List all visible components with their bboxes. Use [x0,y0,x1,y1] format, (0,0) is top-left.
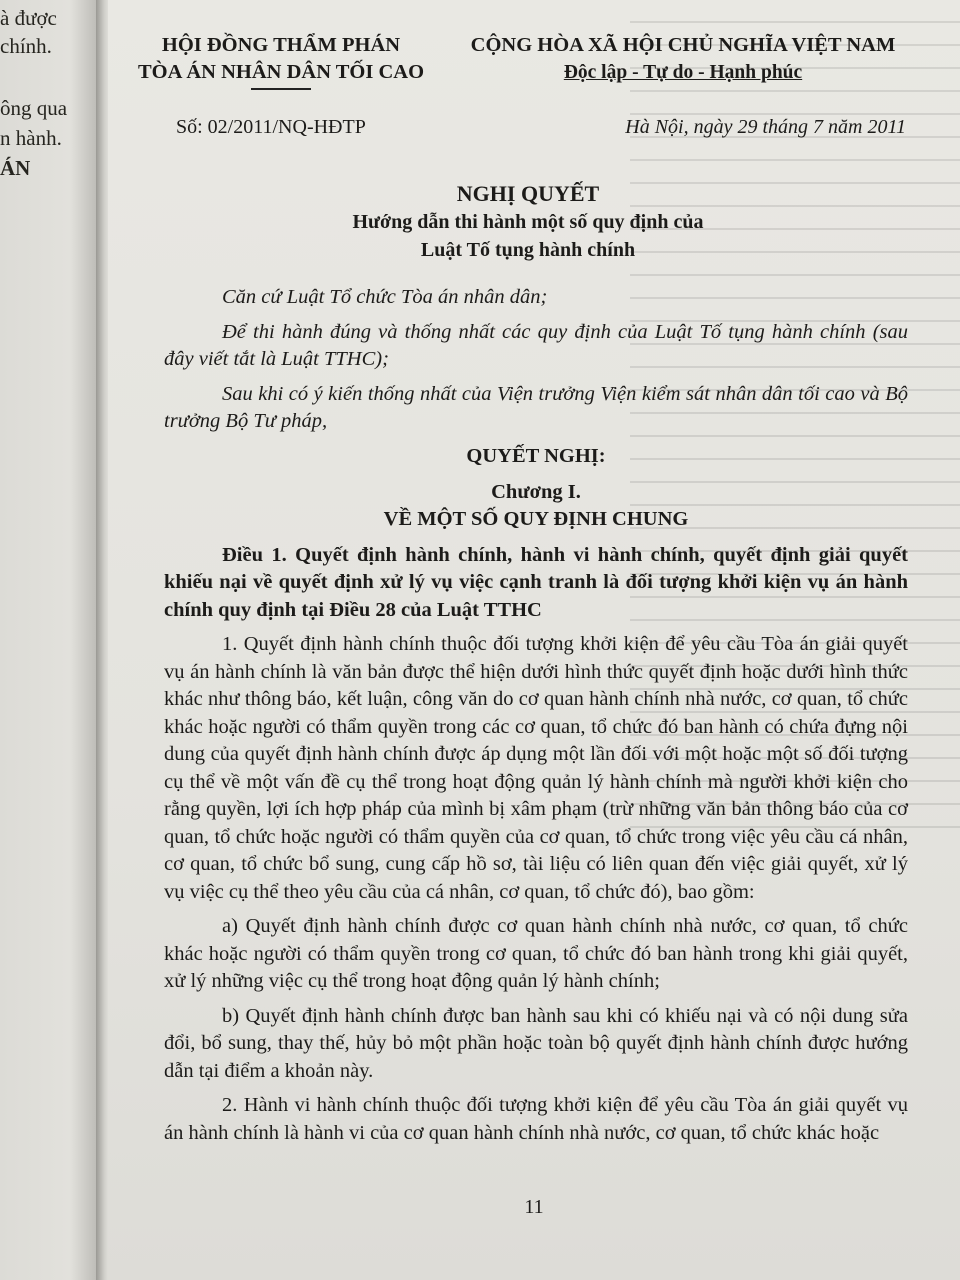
national-motto: Độc lập - Tự do - Hạnh phúc [563,62,803,83]
document-page [108,0,960,1280]
document-body [164,284,908,1147]
chapter-title: VỀ MỘT SỐ QUY ĐỊNH CHUNG [383,507,689,530]
previous-page-line: ÁN [0,156,31,180]
document-number: Số: 02/2011/NQ-HĐTP [176,116,366,138]
country-name: CỘNG HÒA XÃ HỘI CHỦ NGHĨA VIỆT NAM [470,34,896,56]
article-1-clause-2: 2. Hành vi hành chính thuộc đối tượng khởi kiện để yêu cầu Tòa án giải quyết vụ án hành chính là hành vi của cơ quan hành chính nhà nước, cơ quan, tổ chức khác hoặc [164,1094,908,1144]
court-line-1: HỘI ĐỒNG THẨM PHÁN [161,34,401,56]
previous-page-line: à được [0,6,57,30]
resolves-heading: QUYẾT NGHỊ: [466,444,606,467]
chapter-number: Chương I. [491,480,581,503]
preamble-basis-1: Căn cứ Luật Tổ chức Tòa án nhân dân; [222,286,548,308]
article-1-point-b: b) Quyết định hành chính được ban hành sau khi có khiếu nại và có nội dung sửa đổi, bổ sung, thay thế, hủy bỏ một phần hoặc toàn bộ quyết định hành chính được hướng dẫn tại điểm a khoản này. [164,1004,908,1082]
document-subject-line-1: Hướng dẫn thi hành một số quy định của [352,211,704,233]
article-1-heading: Điều 1. Quyết định hành chính, hành vi hành chính, quyết định giải quyết khiếu nại về quyết định xử lý vụ việc cạnh tranh là đối tượng khởi kiện vụ án hành chính quy định tại Điều 28 của Luật TTHC [164,543,908,621]
document-subject-line-2: Luật Tố tụng hành chính [420,239,636,261]
page-number: 11 [524,1196,544,1218]
article-1-point-a: a) Quyết định hành chính được cơ quan hành chính nhà nước, cơ quan, tổ chức khác hoặc người có thẩm quyền trong cơ quan, tổ chức đó ban hành trong khi giải quyết, xử lý những việc cụ thể trong hoạt động quản lý hành chính; [164,915,908,992]
issue-date: Hà Nội, ngày 29 tháng 7 năm 2011 [625,116,906,138]
previous-page-line: ông qua [0,96,68,120]
preamble-basis-3: Sau khi có ý kiến thống nhất của Viện trưởng Viện kiểm sát nhân dân tối cao và Bộ trưởng Bộ Tư pháp, [164,382,908,432]
national-title [448,32,918,86]
previous-page-line: chính. [0,34,52,58]
document-type: NGHỊ QUYẾT [456,181,600,206]
court-line-2: TÒA ÁN NHÂN DÂN TỐI CAO [137,61,425,83]
preamble-basis-2: Để thi hành đúng và thống nhất các quy định của Luật Tố tụng hành chính (sau đây viết tắt là Luật TTHC); [164,320,908,370]
article-1-clause-1: 1. Quyết định hành chính thuộc đối tượng khởi kiện để yêu cầu Tòa án giải quyết vụ án hành chính là văn bản được thể hiện dưới hình thức quyết định hoặc dưới hình thức khác như thông báo, kết luận, công văn do cơ quan hành chính nhà nước, cơ quan, tổ chức khác hoặc người có thẩm quyền trong các cơ quan, tổ chức đó ban hành có chứa đựng nội dung của quyết định hành chính được áp dụng một lần đối với một hoặc một số đối tượng cụ thể về một vấn đề cụ thể trong hoạt động quản lý hành chính mà người khởi kiện cho rằng quyền, lợi ích hợp pháp của mình bị xâm phạm (trừ những văn bản thông báo của cơ quan, tổ chức hoặc người có thẩm quyền của cơ quan, tổ chức trong việc yêu cầu cá nhân, cơ quan, tổ chức bổ sung, cung cấp hồ sơ, tài liệu có liên quan đến việc giải quyết, xử lý vụ việc cụ thể theo yêu cầu của cá nhân, cơ quan, tổ chức đó), bao gồm: [164,633,908,903]
previous-page-line: n hành. [0,126,62,150]
previous-page-edge [0,0,100,1280]
issuing-authority [116,32,446,94]
document-title [148,180,908,264]
header-divider [251,88,311,94]
